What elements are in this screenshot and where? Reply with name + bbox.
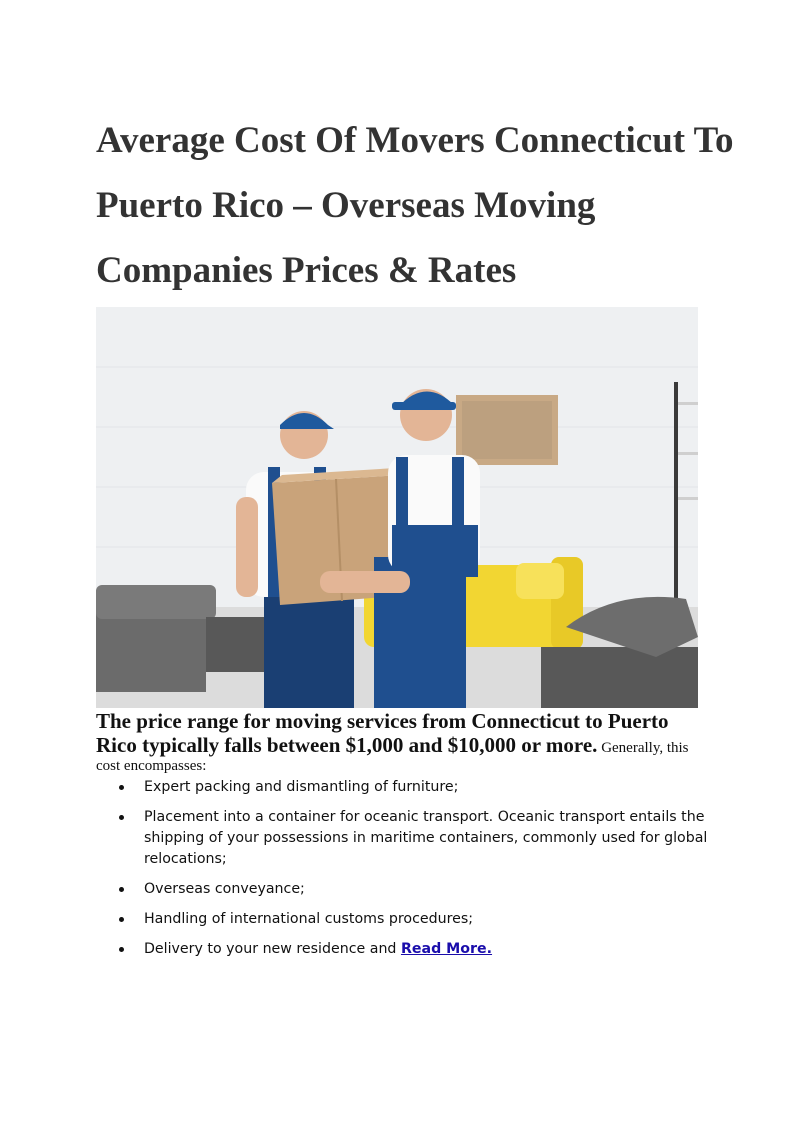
- list-item-text: Delivery to your new residence and: [144, 941, 401, 957]
- read-more-link[interactable]: Read More.: [400, 941, 493, 957]
- movers-photo: [96, 307, 698, 708]
- bullet-icon: [119, 785, 124, 790]
- bullet-icon: [119, 815, 124, 820]
- list-item: [144, 879, 754, 900]
- list-item: [144, 909, 754, 930]
- page-title: Average Cost Of Movers Connecticut To Puerto Rico – Overseas Moving Companies Prices & Rates: [96, 120, 734, 291]
- lead-bold-text: The price range for moving services from Connecticut to Puerto Rico typically falls between $1,000 and $10,000 or more.: [96, 709, 669, 757]
- list-item: [144, 807, 754, 870]
- bullet-icon: [119, 947, 124, 952]
- gray-couch-left: [96, 607, 206, 692]
- shelf-post: [674, 382, 678, 607]
- list-item: [144, 777, 754, 798]
- gray-couch-right: [541, 647, 698, 708]
- lead-normal-text: Generally, this cost encompasses:: [96, 740, 689, 774]
- list-item: [144, 939, 754, 960]
- bullet-icon: [119, 917, 124, 922]
- lead-paragraph: [96, 709, 706, 775]
- bullet-icon: [119, 887, 124, 892]
- list-item-text: Overseas conveyance;: [144, 881, 305, 897]
- list-item-text: Handling of international customs procedures;: [144, 911, 474, 927]
- cost-includes-list: [96, 777, 754, 969]
- list-item-text: Placement into a container for oceanic transport. Oceanic transport entails the shipping of your possessions in maritime containers, commonly used for global relocations;: [144, 809, 708, 867]
- movers-illustration: [96, 307, 698, 708]
- list-item-text: Expert packing and dismantling of furniture;: [144, 779, 459, 795]
